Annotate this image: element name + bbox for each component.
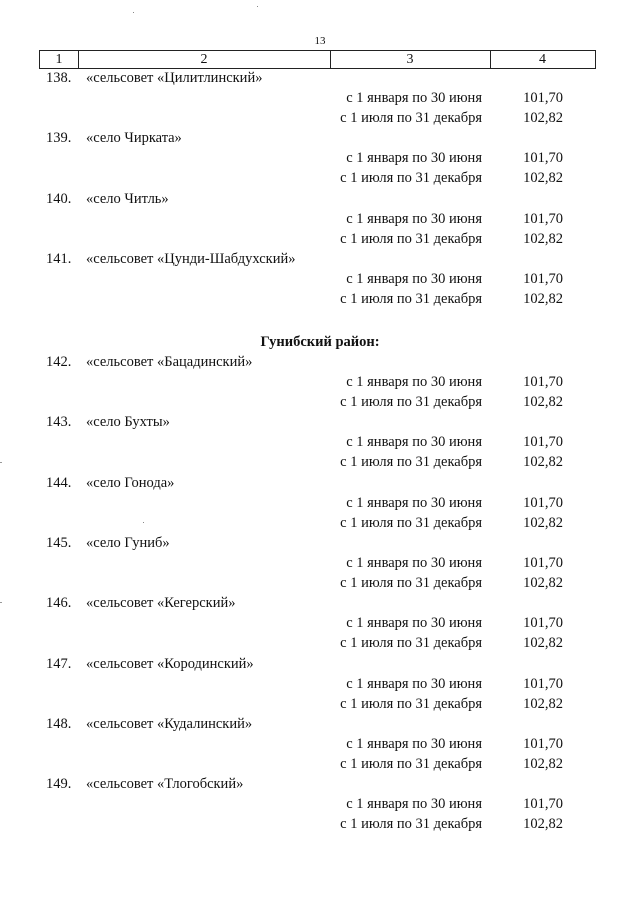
- period-value: 101,70: [523, 796, 563, 813]
- period-value: 101,70: [523, 434, 563, 451]
- period-label: с 1 января по 30 июня: [346, 494, 482, 511]
- entry-number: 145.: [46, 534, 72, 551]
- entry-name: «село Гонода»: [86, 474, 175, 491]
- entry-name: «село Гуниб»: [86, 534, 170, 551]
- period-row: [0, 372, 640, 392]
- period-value: 101,70: [523, 615, 563, 632]
- entry-row: [0, 593, 640, 613]
- header-col-3: 3: [330, 51, 491, 68]
- period-value: 101,70: [523, 735, 563, 752]
- period-value: 102,82: [523, 454, 563, 471]
- period-label: с 1 января по 30 июня: [346, 615, 482, 632]
- entry-number: 138.: [46, 70, 72, 86]
- period-value: 101,70: [523, 270, 563, 287]
- period-label: с 1 января по 30 июня: [346, 210, 482, 227]
- period-row: [0, 694, 640, 714]
- entry-name: «сельсовет «Кегерский»: [86, 595, 236, 612]
- period-value: 102,82: [523, 635, 563, 652]
- entry-row: [0, 189, 640, 209]
- entry-number: 147.: [46, 655, 72, 672]
- period-value: 102,82: [523, 574, 563, 591]
- period-row: [0, 209, 640, 229]
- period-row: [0, 168, 640, 188]
- entry-row: [0, 128, 640, 148]
- header-col-1: 1: [40, 51, 79, 68]
- period-row: [0, 794, 640, 814]
- period-row: [0, 269, 640, 289]
- period-value: 102,82: [523, 170, 563, 187]
- entry-number: 141.: [46, 250, 72, 267]
- entry-name: «сельсовет «Цунди-Шабдухский»: [86, 250, 296, 267]
- period-row: [0, 452, 640, 472]
- period-value: 102,82: [523, 394, 563, 410]
- entry-row: [0, 68, 640, 88]
- page-number: 13: [314, 35, 326, 47]
- period-label: с 1 января по 30 июня: [346, 374, 482, 390]
- period-value: 101,70: [523, 675, 563, 692]
- period-label: с 1 июля по 31 декабря: [340, 635, 482, 652]
- entry-number: 142.: [46, 354, 72, 370]
- entry-name: «сельсовет «Кородинский»: [86, 655, 254, 672]
- period-row: [0, 392, 640, 412]
- period-label: с 1 июля по 31 декабря: [340, 514, 482, 531]
- period-row: [0, 493, 640, 513]
- period-value: 101,70: [523, 90, 563, 106]
- period-value: 102,82: [523, 695, 563, 712]
- period-label: с 1 июля по 31 декабря: [340, 170, 482, 187]
- entry-name: «село Бухты»: [86, 414, 170, 431]
- entry-number: 149.: [46, 776, 72, 793]
- entry-number: 139.: [46, 130, 72, 147]
- period-value: 102,82: [523, 514, 563, 531]
- entry-row: [0, 774, 640, 794]
- period-row: [0, 674, 640, 694]
- period-row: [0, 88, 640, 108]
- entry-name: «сельсовет «Кудалинский»: [86, 715, 253, 732]
- period-row: [0, 432, 640, 452]
- period-label: с 1 июля по 31 декабря: [340, 394, 482, 410]
- period-row: [0, 289, 640, 309]
- period-row: [0, 754, 640, 774]
- scan-speck: [257, 6, 258, 7]
- scan-edge-mark: [0, 602, 2, 603]
- period-label: с 1 января по 30 июня: [346, 735, 482, 752]
- period-row: [0, 229, 640, 249]
- entry-row: [0, 249, 640, 269]
- period-value: 102,82: [523, 755, 563, 772]
- entry-name: «сельсовет «Цилитлинский»: [86, 70, 263, 86]
- header-col-2: 2: [78, 51, 331, 68]
- entry-name: «сельсовет «Бацадинский»: [86, 354, 253, 370]
- period-value: 101,70: [523, 374, 563, 390]
- period-label: с 1 июля по 31 декабря: [340, 755, 482, 772]
- period-label: с 1 января по 30 июня: [346, 796, 482, 813]
- entry-row: [0, 473, 640, 493]
- table-header: [39, 50, 596, 69]
- scan-speck: [143, 522, 144, 523]
- entry-name: «село Чиркатa»: [86, 130, 182, 147]
- header-col-4: 4: [539, 52, 546, 67]
- period-row: [0, 613, 640, 633]
- entry-row: [0, 352, 640, 372]
- entry-row: [0, 714, 640, 734]
- period-row: [0, 633, 640, 653]
- period-label: с 1 января по 30 июня: [346, 90, 482, 106]
- period-value: 102,82: [523, 290, 563, 307]
- scan-edge-mark: [0, 462, 2, 463]
- scan-speck: [133, 12, 134, 13]
- period-value: 101,70: [523, 210, 563, 227]
- period-row: [0, 513, 640, 533]
- entry-row: [0, 533, 640, 553]
- entry-number: 143.: [46, 414, 72, 431]
- period-label: с 1 июля по 31 декабря: [340, 110, 482, 126]
- period-value: 102,82: [523, 816, 563, 833]
- period-label: с 1 января по 30 июня: [346, 270, 482, 287]
- entry-row: [0, 654, 640, 674]
- period-label: с 1 июля по 31 декабря: [340, 230, 482, 247]
- entry-number: 148.: [46, 715, 72, 732]
- period-value: 101,70: [523, 150, 563, 167]
- period-label: с 1 июля по 31 декабря: [340, 290, 482, 307]
- district-heading: Гунибский район:: [260, 334, 380, 350]
- entry-number: 140.: [46, 190, 72, 207]
- period-value: 101,70: [523, 494, 563, 511]
- period-label: с 1 января по 30 июня: [346, 434, 482, 451]
- entry-name: «сельсовет «Тлогобский»: [86, 776, 244, 793]
- period-row: [0, 553, 640, 573]
- period-label: с 1 января по 30 июня: [346, 675, 482, 692]
- period-row: [0, 108, 640, 128]
- period-row: [0, 734, 640, 754]
- period-row: [0, 148, 640, 168]
- period-label: с 1 июля по 31 декабря: [340, 574, 482, 591]
- entry-name: «село Читль»: [86, 190, 169, 207]
- period-value: 102,82: [523, 110, 563, 126]
- period-label: с 1 июля по 31 декабря: [340, 816, 482, 833]
- entry-number: 146.: [46, 595, 72, 612]
- period-label: с 1 июля по 31 декабря: [340, 695, 482, 712]
- period-row: [0, 814, 640, 834]
- period-row: [0, 573, 640, 593]
- period-label: с 1 июля по 31 декабря: [340, 454, 482, 471]
- period-label: с 1 января по 30 июня: [346, 150, 482, 167]
- entry-number: 144.: [46, 474, 72, 491]
- period-value: 101,70: [523, 554, 563, 571]
- entry-row: [0, 412, 640, 432]
- period-label: с 1 января по 30 июня: [346, 554, 482, 571]
- period-value: 102,82: [523, 230, 563, 247]
